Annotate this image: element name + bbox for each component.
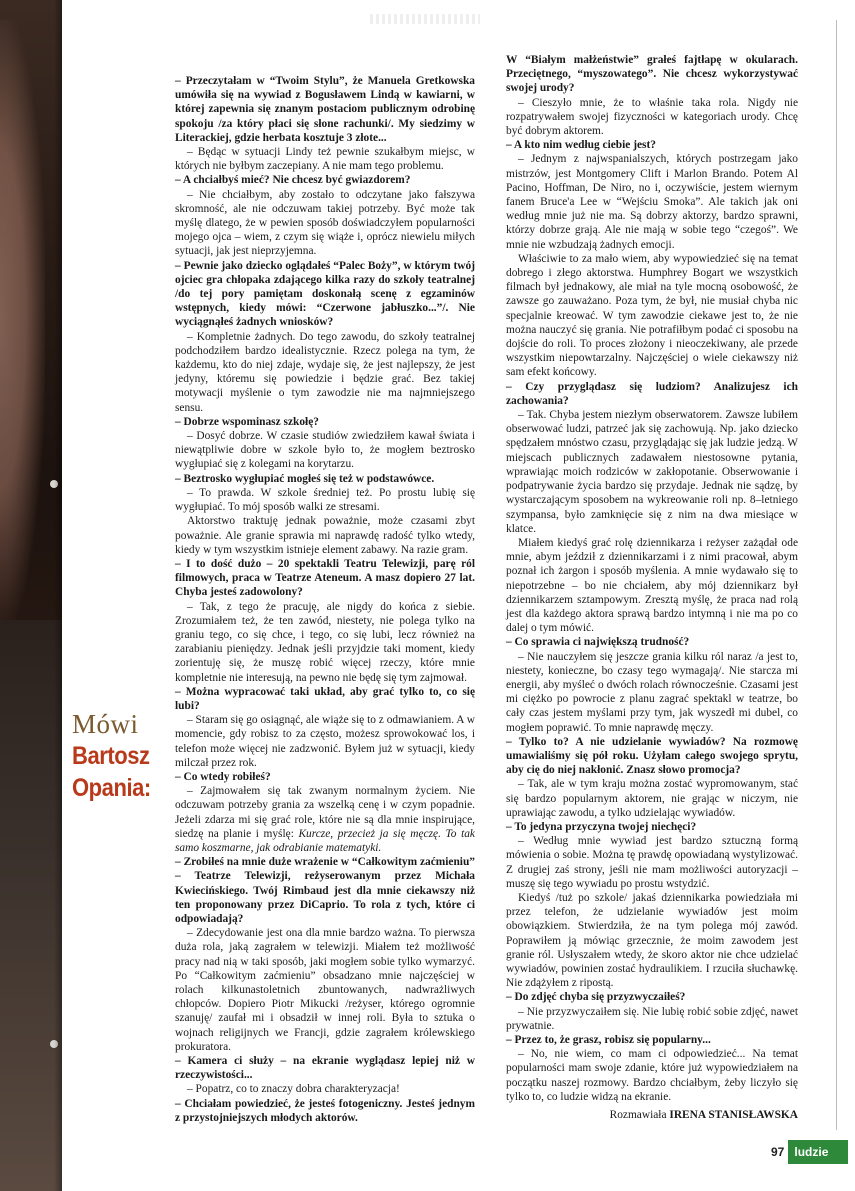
answer-paragraph [175,784,475,855]
question-paragraph: – Czy przyglądasz się ludziom? Analizujesz ich zachowania? [506,380,798,407]
question-paragraph: – Dobrze wspominasz szkołę? [175,415,319,428]
portrait-photo-strip [0,0,62,1191]
answer-paragraph: – Kompletnie żadnych. Do tego zawodu, do szkoły teatralnej podchodziłem bardzo idealistycznie. Rzecz polega na tym, że każdemu, kto do niej zdaje, wydaje się, że jest najlepszy, że jest jedyny, któremu się powiedzie i będzie grać. Bez takiej motywacji myślenie o tym zawodzie nie ma najmniejszego sensu. [175,330,475,414]
page-number: 97 [771,1145,785,1159]
question-paragraph: – Przez to, że grasz, robisz się popularny... [506,1034,711,1047]
question-paragraph: – Kamera ci służy – na ekranie wyglądasz lepiej niż w rzeczywistości... [175,1055,475,1082]
answer-paragraph: – Popatrz, co to znaczy dobra charakteryzacja! [187,1083,400,1096]
print-smudge [370,14,480,24]
binder-hole [50,1040,58,1048]
answer-paragraph: – Staram się go osiągnąć, ale wiąże się to z odmawianiem. A w momencie, gdy robisz to za często, możesz sprowokować los, i telefon może więcej nie zadzwonić. Byłem już w sytuacji, kiedy milczał przez rok. [175,714,475,769]
answer-paragraph: – Będąc w sytuacji Lindy też pewnie szukałbym miejsc, w których nie byłbym zaczepiany. A nie mam tego problemu. [175,146,475,173]
question-paragraph: – Beztrosko wygłupiać mogłeś się też w podstawówce. [175,472,435,485]
magazine-brand: ludzie [788,1140,848,1164]
question-paragraph: – Co sprawia ci największą trudność? [506,636,690,649]
answer-paragraph: – To prawda. W szkole średniej też. Po prostu lubię się wygłupiać. To mój sposób walki ze stresami. [175,486,475,514]
answer-paragraph: – Tak, ale w tym kraju można zostać wypromowanym, stać się bardzo popularnym aktorem, nie grając w niczym, nie uprawiając zawodu, a tylko udzielając wywiadów. [506,778,798,819]
article-heading [72,708,172,804]
heading-last-name: Opania: [72,774,151,802]
text-column-right [506,53,798,1122]
answer-paragraph: – Zdecydowanie jest ona dla mnie bardzo ważna. To pierwsza duża rola, jaką zagrałem w telewizji. Miałem też możliwość pracy nad nią w taki sposób, jaki mogłem sobie tylko wymarzyć. Po “Całkowitym zaćmieniu” obsadzano mnie najczęściej w rolach kilkunastoletnich zbuntowanych, nadwrażliwych chłopców. Dopiero Piotr Mikucki /reżyser, którego ogromnie szanuję/ zaufał mi i obsadził w innej roli. Była to sztuka o wojnach religijnych we Francji, gdzie zagrałem królewskiego prokuratora. [175,927,475,1053]
byline-author: IRENA STANISŁAWSKA [669,1109,798,1122]
answer-paragraph: Właściwie to za mało wiem, aby wypowiedzieć się na temat dobrego i złego aktorstwa. Humphrey Bogart we wszystkich filmach był jednakowy, ale miał na tyle mocną osobowość, że zawsze go zauważano. Poza tym, że był, nie musiał chyba nic specjalnie kreować. W tym zawodzie ciekawe jest to, że nie można nauczyć się grania. Nie potrafiłbym podać ci sposobu na dojście do roli. To proces złożony i nieoczekiwany, ale przede wszystkim niepowtarzalny. Najczęściej o wiele ciekawszy niż sam efekt końcowy. [506,252,798,379]
question-paragraph: W “Białym małżeństwie” grałeś fajtłapę w okularach. Przeciętnego, “myszowatego”. Nie chcesz wykorzystywać swojej urody? [506,54,798,95]
byline [506,1108,798,1122]
answer-paragraph: Miałem kiedyś grać rolę dziennikarza i reżyser zażądał ode mnie, abym jeździł z dziennikarzami i z nimi pracował, abym poznał ich żargon i sposób myślenia. A mnie wydawało się to niepotrzebne – bo nie chciałem, aby mój dziennikarz był dziennikarzem sztampowym. Zresztą myślę, że praca nad rolą jest dla każdego aktora sprawą bardzo intymną i nie ma po co dalej o tym mówić. [506,536,798,635]
question-paragraph: – Pewnie jako dziecko oglądałeś “Palec Boży”, w którym twój ojciec gra chłopaka zdającego kilka razy do szkoły teatralnej /do tej pory pamiętam doskonałą scenę z egzaminów wstępnych, kiedy mówi: “Czerwone jabłuszko...”/. Nie wyciągnąłeś żadnych wniosków? [175,259,475,329]
answer-paragraph: Aktorstwo traktuję jednak poważnie, może czasami zbyt poważnie. Ale granie sprawia mi naprawdę radość tylko wtedy, kiedy w tym wszystkim istnieje element zabawy. Na razie gram. [175,515,475,556]
answer-italic-text: Kurcze, przecież ja się męczę. To tak samo koszmarne, jak odrabianie matematyki. [175,827,475,854]
question-paragraph: – I to dość dużo – 20 spektakli Teatru Telewizji, parę ról filmowych, praca w Teatrze Ateneum. A masz dopiero 27 lat. Chyba jesteś zadowolony? [175,557,475,599]
answer-paragraph: – Nie nauczyłem się jeszcze grania kilku ról naraz /a jest to, niestety, konieczne, bo czasy tego wymagają/. Nie starcza mi energii, aby myśleć o dwóch rolach równocześnie. Czasami jest mi ciężko po powrocie z planu zagrać spektakl w teatrze, bo cały czas jestem myślami przy tym, jak wyszedł mi dubel, co mogłem poprawić. To mnie naprawdę męczy. [506,650,798,734]
answer-paragraph: – Dosyć dobrze. W czasie studiów zwiedziłem kawał świata i niewątpliwie dobre w szkole było to, że mogłem beztrosko wygłupiać się z kolegami na korytarzu. [175,430,475,471]
portrait-shadow [0,620,62,1191]
question-paragraph: – Można wypracować taki układ, aby grać tylko to, co się lubi? [175,685,475,712]
question-paragraph: – To jedyna przyczyna twojej niechęci? [506,820,697,833]
question-paragraph: – Przeczytałam w “Twoim Stylu”, że Manuela Gretkowska umówiła się na wywiad z Bogusławem Lindą w kawiarni, w której zapewnia się znanym postaciom publicznym odrobinę spokoju /za który płaci się słone rachunki/. My siedzimy w Literackiej, gdzie herbata kosztuje 3 złote... [175,75,475,144]
question-paragraph: – Chciałam powiedzieć, że jesteś fotogeniczny. Jesteś jednym z przystojniejszych młodych aktorów. [175,1097,475,1124]
answer-paragraph: Kiedyś /tuż po szkole/ jakaś dziennikarka powiedziała mi przez telefon, że udzielanie wywiadów jest moim obowiązkiem. Stwierdziła, że na tym polega mój zawód. Poprawiłem ją mówiąc grzecznie, że moim zawodem jest granie ról. Usłyszałem wtedy, że skoro aktor nie chce udzielać wywiadów, powinien zostać hydraulikiem. I rzuciła słuchawkę. Nie zdążyłem z ripostą. [506,891,798,990]
answer-paragraph: – Według mnie wywiad jest bardzo sztuczną formą mówienia o sobie. Można tę prawdę opowiadaną wystylizować. Z drugiej zaś strony, jeśli nie mam możliwości autoryzacji – muszę się tego wywiadu po prostu wstydzić. [506,835,798,890]
binder-hole [50,480,58,488]
answer-paragraph: – Nie przyzwyczaiłem się. Nie lubię robić sobie zdjęć, nawet prywatnie. [506,1005,798,1032]
question-paragraph: – A chciałbyś mieć? Nie chcesz być gwiazdorem? [175,174,411,187]
answer-paragraph: – Cieszyło mnie, że to właśnie taka rola. Nigdy nie rozpatrywałem swojej fizyczności w kategoriach urody. Chcę być dobrym aktorem. [506,96,798,138]
page-edge-rule [836,20,837,1130]
answer-paragraph: – No, nie wiem, co mam ci odpowiedzieć... Na temat popularności mam swoje zdanie, które już wypowiedziałem na początku naszej rozmowy. Bardzo chciałbym, żeby liczyło się tylko to, co ludzie widzą na ekranie. [506,1048,798,1103]
text-column-left [175,74,475,1125]
heading-mowi: Mówi [72,709,139,739]
question-paragraph: – Co wtedy robiłeś? [175,770,271,783]
page-footer [771,1140,848,1164]
question-paragraph: – Tylko to? A nie udzielanie wywiadów? Na rozmowę umawialiśmy się pół roku. Użyłam całego swojego sprytu, aby cię do niej nakłonić. Znasz słowo promocja? [506,735,798,777]
answer-paragraph: – Tak. Chyba jestem niezłym obserwatorem. Zawsze lubiłem obserwować ludzi, patrzeć jak się zachowują. Np. jako dziecko spędzałem mnóstwo czasu, przyglądając się jak ludzie jedzą. W miejscach publicznych zadawałem niestosowne pytania, wprawiając moich rodziców w zakłopotanie. Obserwowanie i podpatrywanie życia bardzo się przydaje. Jednak nie sądzę, by wystarczającym sposobem na wykreowanie roli np. 8–letniego szympansa, było zamknięcie się z nim na dwa miesiące w klatce. [506,409,798,535]
answer-text: – Zajmowałem się tak zwanym normalnym życiem. Nie odczuwam potrzeby grania za wszelką cenę i w czym popadnie. Jeżeli zdarza mi się grać role, które nie są dla mnie inspirujące, siedzę na planie i myślę: [175,785,475,840]
heading-first-name: Bartosz [72,742,150,770]
portrait-face [0,20,45,620]
answer-paragraph: – Jednym z najwspanialszych, których postrzegam jako mistrzów, jest Montgomery Clift i Marlon Brando. Potem Al Pacino, Hoffman, De Niro, no i, oczywiście, jestem wiernym fanem Bruce'a Lee w “Wejściu Smoka”. Ale takich jak oni według mnie już nie ma. Są dobrzy aktorzy, bardzo sprawni, którzy dobrze grają. Ale nie mają w sobie tego “czegoś”. We mnie nie wzbudzają żadnych emocji. [506,153,798,251]
question-paragraph: – Do zdjęć chyba się przyzwyczaiłeś? [506,991,686,1004]
answer-paragraph: – Tak, z tego że pracuję, ale nigdy do końca z siebie. Zrozumiałem też, że ten zawód, niestety, nie polega tylko na graniu tego, co się chce, i tego, co się lubi, lecz również na zarabianiu pieniędzy. Jednak jeśli przyjdzie taki moment, kiedy zorientuję się, że muszę robić więcej rzeczy, które mnie kompletnie nie interesują, na pewno nie będę się tym zajmował. [175,600,475,684]
byline-prefix: Rozmawiała [609,1109,667,1122]
question-paragraph: – Zrobiłeś na mnie duże wrażenie w “Całkowitym zaćmieniu” – Teatrze Telewizji, reżyserowanym przez Michała Kwiecińskiego. Twój Rimbaud jest dla mnie ciekawszy niż ten proponowany przez DiCaprio. To rola z tych, które ci odpowiadają? [175,856,475,925]
answer-paragraph: – Nie chciałbym, aby zostało to odczytane jako fałszywa skromność, ale nie odczuwam takiej potrzeby. Być może tak myślę dlatego, że w pewien sposób doświadczyłem popularności mojego ojca – wiem, z czym się wiąże i, oprócz niewielu miłych sytuacji, jak jest nieprzyjemna. [175,188,475,258]
question-paragraph: – A kto nim według ciebie jest? [506,139,656,152]
